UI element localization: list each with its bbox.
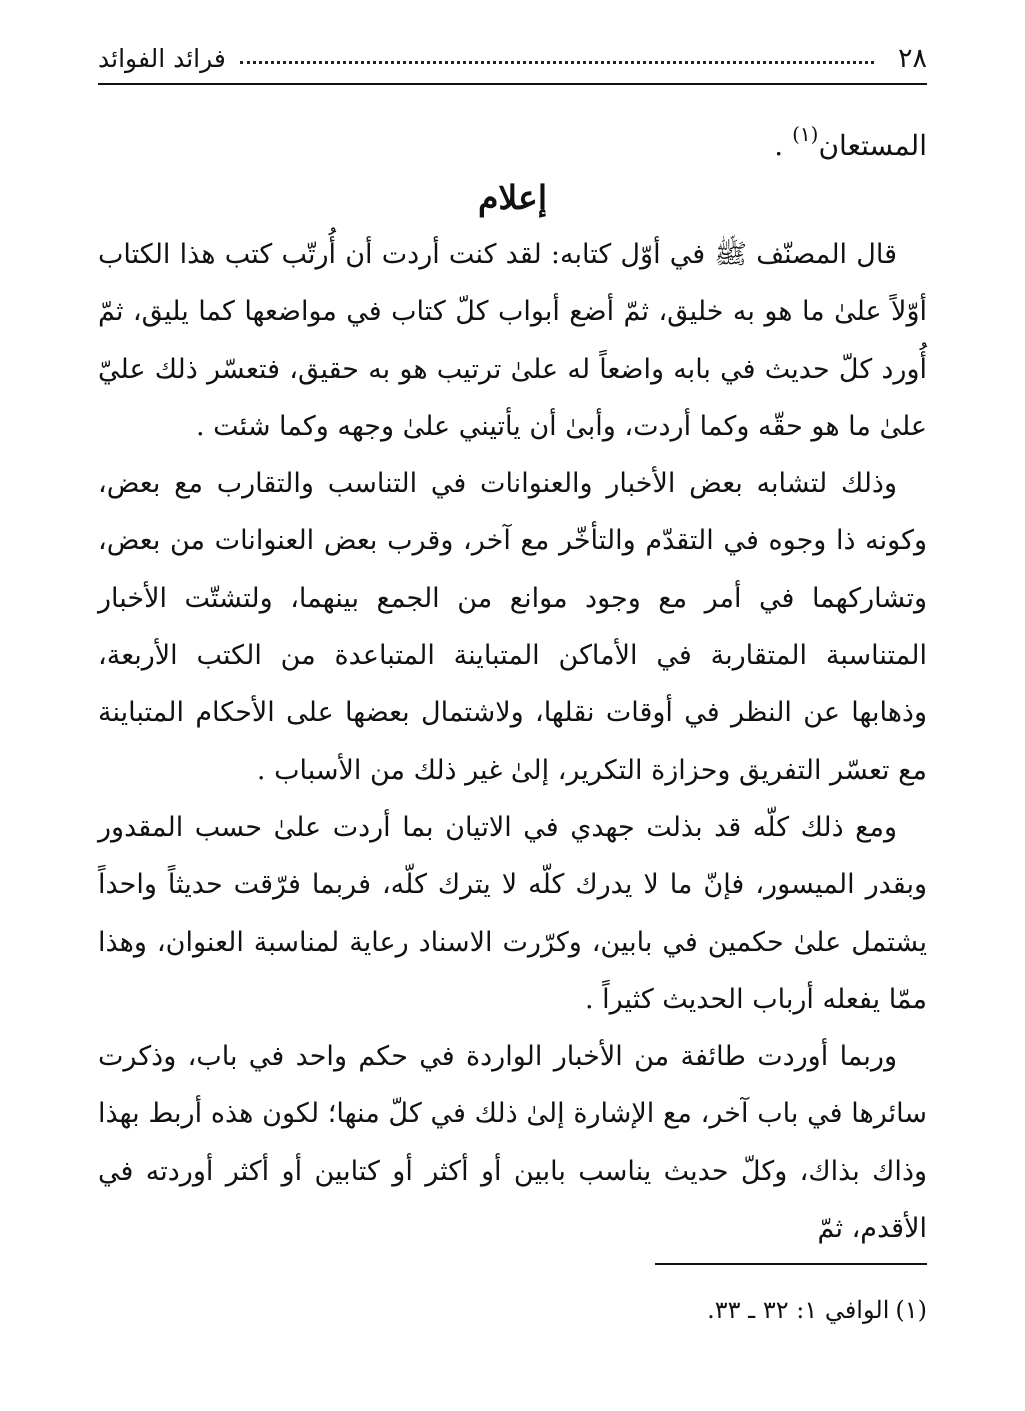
footnote-rule — [655, 1263, 927, 1265]
book-title: فرائد الفوائد — [98, 43, 226, 73]
paragraph: ومع ذلك كلّه قد بذلت جهدي في الاتيان بما أردت علىٰ حسب المقدور وبقدر الميسور، فإنّ ما لا يدرك كلّه لا يترك كلّه، فربما فرّقت حديثاً واحداً يشتمل علىٰ حكمين في بابين، وكرّرت الاسناد رعاية لمناسبة العنوان، وهذا ممّا يفعله أرباب الحديث كثيراً . — [98, 811, 927, 1015]
paragraph: وربما أوردت طائفة من الأخبار الواردة في حكم واحد في باب، وذكرت سائرها في باب آخر، مع الإشارة إلىٰ ذلك في كلّ منها؛ لكون هذه أربط بهذا وذاك بذاك، وكلّ حديث يناسب بابين أو أكثر أو كتابين أو أكثر أوردته في الأقدم، ثمّ — [98, 1041, 928, 1245]
leader-dots — [240, 61, 874, 64]
running-header — [98, 38, 927, 78]
header-rule — [98, 83, 927, 85]
section-heading: إعلام — [478, 178, 547, 217]
paragraph: وذلك لتشابه بعض الأخبار والعنوانات في التناسب والتقارب مع بعض، وكونه ذا وجوه في التقدّم والتأخّر مع آخر، وقرب بعض العنوانات من بعض، وتشاركهما في أمر مع وجود موانع من الجمع بينهما، ولتشتّت الأخبار المتناسبة المتقاربة في الأماكن المتباينة المتباعدة من الكتب الأربعة، وذهابها عن النظر في أوقات نقلها، ولاشتمال بعضها على الأحكام المتباينة مع تعسّر التفريق وحزازة التكرير، إلىٰ غير ذلك من الأسباب . — [98, 468, 927, 786]
body-text — [98, 226, 927, 1257]
continuation-line — [774, 108, 927, 172]
footnote-marker: (١) — [895, 1296, 927, 1324]
page-number: ٢٨ — [897, 42, 927, 74]
footnote — [707, 1290, 927, 1330]
footnote-reference: (١) — [792, 122, 819, 146]
paragraph: قال المصنّف ﷺ في أوّل كتابه: لقد كنت أردت أن أُرتّب كتب هذا الكتاب أوّلاً علىٰ ما هو به خليق، ثمّ أضع أبواب كلّ كتاب في مواضعها كما يليق، ثمّ أُورد كلّ حديث في بابه واضعاً له علىٰ ترتيب هو به حقيق، فتعسّر ذلك عليّ علىٰ ما هو حقّه وكما أردت، وأبىٰ أن يأتيني علىٰ وجهه وكما شئت . — [98, 239, 927, 442]
continuation-text: المستعان — [818, 129, 927, 162]
footnote-text: الوافي ١: ٣٢ ـ ٣٣. — [707, 1296, 890, 1324]
continuation-end: . — [774, 129, 784, 162]
